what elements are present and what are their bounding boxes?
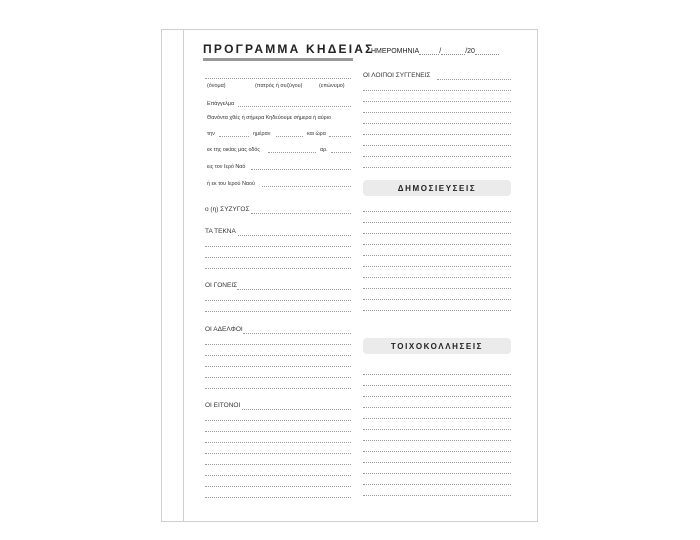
neighbors-line[interactable] <box>205 486 351 487</box>
relatives-label: ΟΙ ΛΟΙΠΟΙ ΣΥΓΓΕΝΕΙΣ <box>363 72 431 79</box>
announcements-line[interactable] <box>363 222 511 223</box>
siblings-line[interactable] <box>205 344 351 345</box>
name-line[interactable] <box>205 78 351 79</box>
street-line[interactable] <box>268 152 316 153</box>
date-day-blank[interactable] <box>419 47 442 55</box>
spouse-line[interactable] <box>251 213 351 214</box>
neighbors-line[interactable] <box>205 453 351 454</box>
children-line[interactable] <box>205 246 351 247</box>
announcements-line[interactable] <box>363 277 511 278</box>
relatives-line[interactable] <box>363 112 511 113</box>
relatives-line[interactable] <box>363 156 511 157</box>
children-line[interactable] <box>205 257 351 258</box>
announcements-line[interactable] <box>363 244 511 245</box>
neighbors-line[interactable] <box>205 464 351 465</box>
day-label: την <box>207 131 215 137</box>
siblings-label: ΟΙ ΑΔΕΛΦΟΙ <box>205 326 243 333</box>
announcements-line[interactable] <box>363 310 511 311</box>
neighbors-line[interactable] <box>205 497 351 498</box>
relatives-line[interactable] <box>437 79 511 80</box>
posters-line[interactable] <box>363 385 511 386</box>
siblings-line[interactable] <box>243 333 351 334</box>
relatives-line[interactable] <box>363 101 511 102</box>
siblings-line[interactable] <box>205 377 351 378</box>
date-year-prefix: /20 <box>465 48 475 55</box>
church-from-line[interactable] <box>262 186 351 187</box>
children-line[interactable] <box>238 235 351 236</box>
first-name-label: (όνομα) <box>207 83 226 89</box>
posters-line[interactable] <box>363 407 511 408</box>
siblings-line[interactable] <box>205 355 351 356</box>
siblings-line[interactable] <box>205 388 351 389</box>
parents-label: ΟΙ ΓΟΝΕΙΣ <box>205 282 238 289</box>
date-label: ΗΜΕΡΟΜΗΝΙΑ <box>371 48 420 55</box>
relatives-line[interactable] <box>363 123 511 124</box>
children-line[interactable] <box>205 268 351 269</box>
siblings-line[interactable] <box>205 366 351 367</box>
announcements-line[interactable] <box>363 255 511 256</box>
neighbors-line[interactable] <box>205 442 351 443</box>
spouse-label: ο (η) ΣΥΖΥΓΟΣ <box>205 206 250 213</box>
posters-line[interactable] <box>363 374 511 375</box>
children-label: ΤΑ ΤΕΚΝΑ <box>205 228 236 235</box>
father-name-label: (πατρός ή συζύγου) <box>255 83 303 89</box>
posters-line[interactable] <box>363 440 511 441</box>
date-separator: / <box>439 48 442 55</box>
announcements-line[interactable] <box>363 288 511 289</box>
announcements-line[interactable] <box>363 266 511 267</box>
neighbors-line[interactable] <box>205 475 351 476</box>
church-to-label: εις τον Ιερό Ναό <box>207 164 246 170</box>
street-number-label: αρ. <box>320 147 328 153</box>
title-underline <box>203 58 353 61</box>
relatives-line[interactable] <box>363 134 511 135</box>
day-line[interactable] <box>219 136 249 137</box>
time-label: και ώρα <box>307 131 326 137</box>
posters-line[interactable] <box>363 451 511 452</box>
posters-line[interactable] <box>363 418 511 419</box>
number-line[interactable] <box>331 152 351 153</box>
neighbors-label: ΟΙ ΕΙΤΟΝΟΙ <box>205 402 241 409</box>
days-label: ημέραν <box>253 131 271 137</box>
date-year-blank[interactable] <box>475 47 499 55</box>
last-name-label: (επώνυμο) <box>319 83 345 89</box>
form-title: ΠΡΟΓΡΑΜΜΑ ΚΗΔΕΙΑΣ <box>203 42 375 56</box>
profession-label: Επάγγελμα <box>207 101 235 107</box>
neighbors-line[interactable] <box>242 409 351 410</box>
church-to-line[interactable] <box>251 169 351 170</box>
church-from-label: ή εκ του Ιερού Ναού <box>207 181 255 187</box>
parents-line[interactable] <box>237 289 351 290</box>
posters-line[interactable] <box>363 484 511 485</box>
binding-margin-line <box>183 29 184 522</box>
posters-line[interactable] <box>363 462 511 463</box>
posters-line[interactable] <box>363 495 511 496</box>
relatives-line[interactable] <box>363 167 511 168</box>
announcements-line[interactable] <box>363 211 511 212</box>
posters-header: ΤΟΙΧΟΚΟΛΛΗΣΕΙΣ <box>363 338 511 354</box>
parents-line[interactable] <box>205 300 351 301</box>
date-month-blank[interactable] <box>441 47 465 55</box>
relatives-line[interactable] <box>363 90 511 91</box>
announcements-line[interactable] <box>363 233 511 234</box>
home-street-label: εκ της οικίας μας οδός <box>207 147 261 153</box>
date-field[interactable] <box>371 47 499 55</box>
posters-line[interactable] <box>363 396 511 397</box>
posters-line[interactable] <box>363 473 511 474</box>
announcements-header: ΔΗΜΟΣΙΕΥΣΕΙΣ <box>363 180 511 196</box>
profession-line[interactable] <box>238 106 351 107</box>
posters-line[interactable] <box>363 429 511 430</box>
neighbors-line[interactable] <box>205 420 351 421</box>
death-burial-text: Θανόντα χθές ή σήμερα Κηδεύουμε σήμερα ή αύριο <box>207 115 331 121</box>
neighbors-line[interactable] <box>205 431 351 432</box>
time-line[interactable] <box>329 136 351 137</box>
parents-line[interactable] <box>205 311 351 312</box>
announcements-line[interactable] <box>363 299 511 300</box>
days-line[interactable] <box>276 136 303 137</box>
relatives-line[interactable] <box>363 145 511 146</box>
